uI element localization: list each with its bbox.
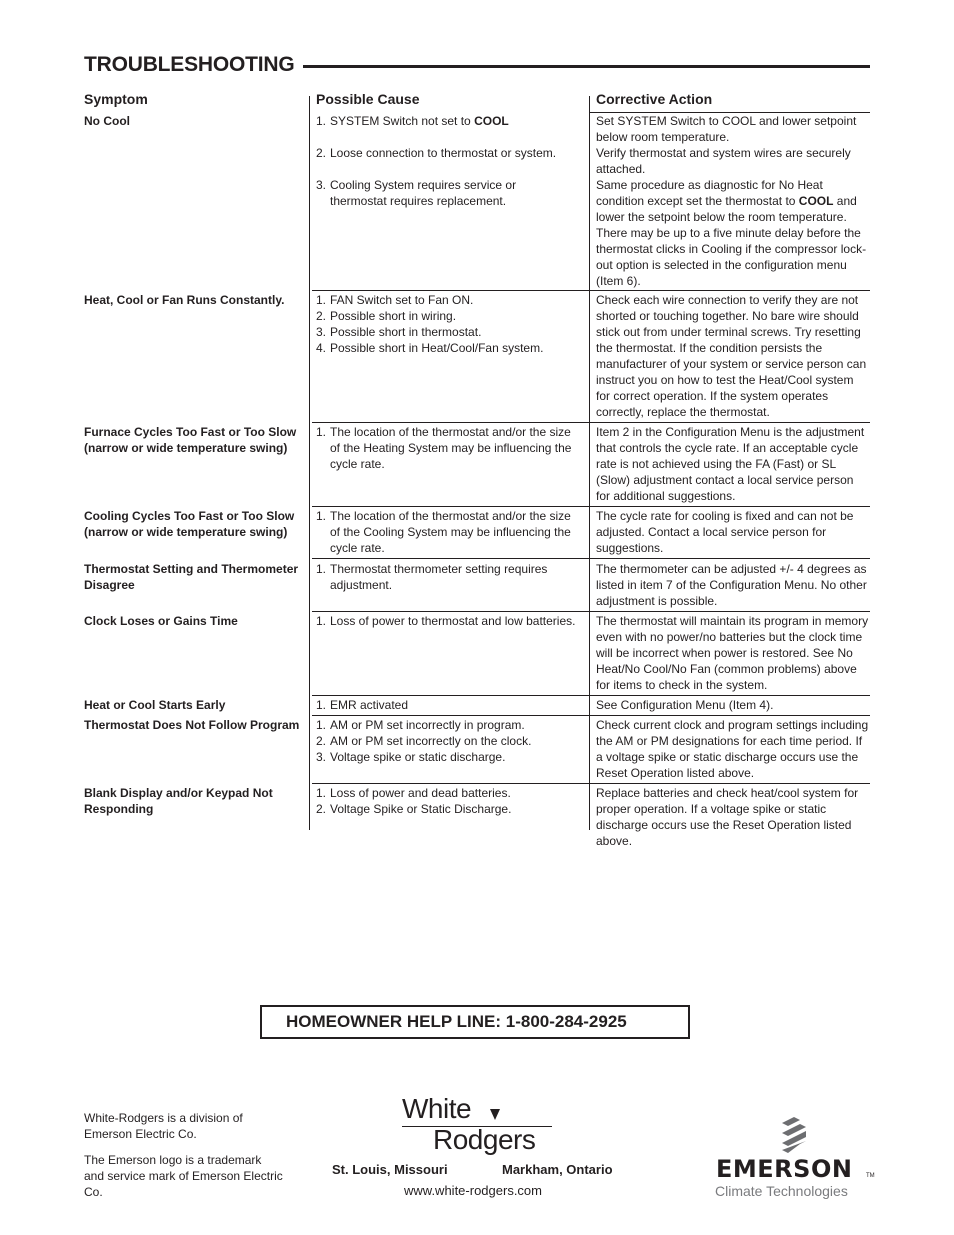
trademark-note: The Emerson logo is a trademark and service mark of Emerson Electric Co. [84,1153,283,1199]
header-symptom: Symptom [84,91,148,107]
cause-cell [316,613,576,629]
emerson-tm: TM [866,1173,875,1179]
division-note: White-Rodgers is a division of Emerson Electric Co. [84,1111,243,1141]
title-row [84,52,870,78]
row-divider [312,715,870,716]
city-st-louis: St. Louis, Missouri [332,1162,448,1177]
column-divider-2 [589,96,590,830]
cause-cell [316,508,576,556]
cause-item: 1. The location of the thermostat and/or the size of the Cooling System may be influencing the cycle rate. [316,509,571,555]
row-divider [312,290,870,291]
row-divider [312,611,870,612]
cause-item: 2. Voltage Spike or Static Discharge. [316,802,512,816]
cause-item: 2. Loose connection to thermostat or system. [316,146,557,160]
emerson-logo [712,1113,875,1203]
cause-cell [316,424,576,472]
cause-item: 3. Voltage spike or static discharge. [316,750,506,764]
action-cell: Set SYSTEM Switch to COOL and lower setpoint below room temperature. Verify thermostat and system wires are securely attached. Same procedure as diagnostic for No Heat condition except set the thermostat to COOL and lower the setpoint below the room temperature. There may be up to a five minute delay before the thermostat clicks in Cooling if the compressor lock-out option is selected in the configuration menu (Item 6). [596,114,867,288]
row-divider [312,558,870,559]
cause-cell [316,697,576,713]
logo-triangle-icon [490,1109,500,1120]
cause-item: 1. Loss of power to thermostat and low batteries. [316,614,576,628]
cause-item: 3. Cooling System requires service or thermostat requires replacement. [316,178,517,208]
action-cell: Replace batteries and check heat/cool system for proper operation. If a voltage spike or static discharge occurs use the Reset Operation listed above. [596,786,859,848]
emerson-mark-icon [774,1115,814,1155]
footer-notes [84,1110,284,1210]
cause-cell [316,785,576,817]
cause-item: 1. SYSTEM Switch not set to COOL [316,114,509,128]
logo-rodgers: Rodgers [433,1124,536,1155]
action-cell: Item 2 in the Configuration Menu is the adjustment that controls the cycle rate. If an acceptable cycle rate is not achieved using the FA (Fast) or SL (Slow) adjustment contact a local service person for additional suggestions. [596,425,865,503]
cause-cell [316,113,576,209]
cause-item: 1. Thermostat thermometer setting requires adjustment. [316,562,548,592]
cause-item: 1. The location of the thermostat and/or the size of the Heating System may be influencing the cycle rate. [316,425,572,471]
cause-item: 3. Possible short in thermostat. [316,325,482,339]
row-divider [312,695,870,696]
white-rodgers-logo [400,1093,560,1159]
action-cell: See Configuration Menu (Item 4). [596,698,774,712]
action-cell: The thermometer can be adjusted +/- 4 degrees as listed in item 7 of the Configuration Menu. No other adjustment is possible. [596,562,867,608]
header-cause: Possible Cause [316,91,420,107]
symptom-cell: Thermostat Setting and Thermometer Disagree [84,562,299,592]
symptom-cell: No Cool [84,114,130,128]
action-cell: The cycle rate for cooling is fixed and can not be adjusted. Contact a local service person for suggestions. [596,509,854,555]
symptom-cell: Furnace Cycles Too Fast or Too Slow (narrow or wide temperature swing) [84,425,297,455]
row-divider [312,422,870,423]
helpline-box: HOMEOWNER HELP LINE: 1-800-284-2925 [260,1005,690,1039]
symptom-cell: Heat, Cool or Fan Runs Constantly. [84,293,285,307]
cause-cell [316,292,576,356]
title-rule [303,65,871,68]
action-cell: Check each wire connection to verify they are not shorted or touching together. No bare wire should stick out from under terminal screws. Try resetting the thermostat. If the condition persists the manufacturer of your system or service person can instruct you on how to test the Heat/Cool system for correct operation. If the system operates correctly, replace the thermostat. [596,293,867,419]
cause-cell [316,717,576,765]
cause-item: 1. AM or PM set incorrectly in program. [316,718,525,732]
cause-item: 1. FAN Switch set to Fan ON. [316,293,474,307]
row-divider [312,506,870,507]
logo-white: White [402,1093,472,1124]
row-divider [312,783,870,784]
cause-cell [316,561,576,593]
cause-item: 2. Possible short in wiring. [316,309,457,323]
city-markham: Markham, Ontario [502,1162,613,1177]
cause-item: 1. EMR activated [316,698,409,712]
symptom-cell: Blank Display and/or Keypad Not Responding [84,786,273,816]
header-action: Corrective Action [596,91,713,107]
action-cell: Check current clock and program settings including the AM or PM designations for each time period. If a voltage spike or static discharge occurs use the Reset Operation listed above. [596,718,869,780]
symptom-cell: Thermostat Does Not Follow Program [84,718,300,732]
symptom-cell: Cooling Cycles Too Fast or Too Slow (narrow or wide temperature swing) [84,509,295,539]
symptom-cell: Clock Loses or Gains Time [84,614,238,628]
emerson-wordmark: EMERSON [716,1155,853,1183]
page-title: TROUBLESHOOTING [84,53,295,76]
cause-item: 2. AM or PM set incorrectly on the clock. [316,734,532,748]
cause-item: 4. Possible short in Heat/Cool/Fan system. [316,341,544,355]
emerson-subtitle: Climate Technologies [715,1183,848,1199]
action-cell: The thermostat will maintain its program in memory even with no power/no batteries but the clock time will be incorrect when power is restored. See No Heat/No Cool/No Fan (common problems) above for items to check in the system. [596,614,869,692]
column-divider-1 [309,96,310,830]
website-link[interactable]: www.white-rodgers.com [404,1183,542,1198]
cause-item: 1. Loss of power and dead batteries. [316,786,511,800]
symptom-cell: Heat or Cool Starts Early [84,698,226,712]
